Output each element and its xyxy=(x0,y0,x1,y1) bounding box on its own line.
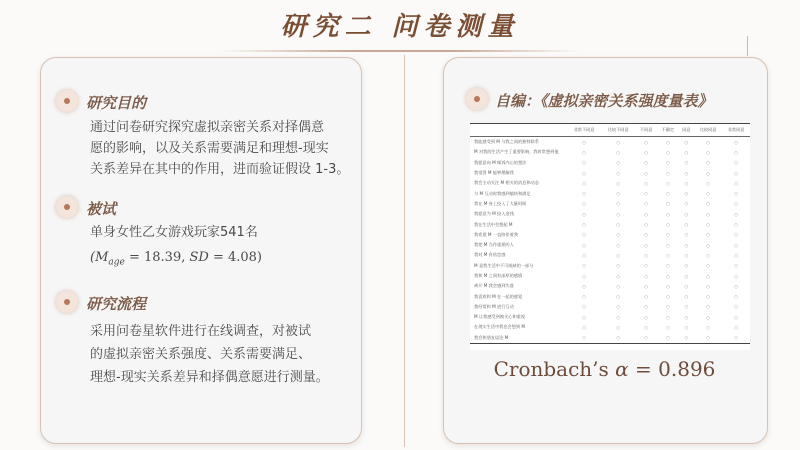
response-option-mark: ○ xyxy=(644,160,648,166)
response-option-mark: ○ xyxy=(582,222,586,228)
section-heading-participants: 被试 xyxy=(86,200,117,218)
table-item-text: 我能感受到 M 与我之间的独特联系 xyxy=(474,139,539,145)
response-option-mark: ○ xyxy=(684,211,689,217)
response-option-mark: ○ xyxy=(706,191,710,197)
table-item-text: 离开 M 我会感到失落 xyxy=(474,283,514,289)
response-option-mark: ○ xyxy=(734,191,738,197)
response-option-mark: ○ xyxy=(644,273,648,279)
response-option-mark: ○ xyxy=(567,333,601,344)
table-column-header: 不确定 xyxy=(657,124,679,137)
response-option-mark: ○ xyxy=(644,222,648,228)
table-row xyxy=(470,230,750,240)
table-row xyxy=(470,158,750,168)
response-option-mark: ○ xyxy=(684,170,689,176)
response-option-mark: ○ xyxy=(706,283,710,289)
table-row xyxy=(470,137,750,148)
response-option-mark: ○ xyxy=(734,314,738,320)
table-row xyxy=(470,168,750,178)
response-option-mark: ○ xyxy=(616,211,621,217)
response-option-mark: ○ xyxy=(616,314,621,320)
response-option-mark: ○ xyxy=(582,160,586,166)
participants-text xyxy=(90,222,262,274)
response-option-mark: ○ xyxy=(616,294,621,300)
response-option-mark: ○ xyxy=(734,304,738,310)
purpose-line-1: 通过问卷研究探究虚拟亲密关系对择偶意 xyxy=(90,120,325,135)
response-option-mark: ○ xyxy=(616,263,621,269)
table-item-text: 我经常和 M 进行互动 xyxy=(474,303,514,309)
response-option-mark: ○ xyxy=(582,139,586,145)
response-option-mark: ○ xyxy=(616,180,621,186)
response-option-mark: ○ xyxy=(684,304,689,310)
response-option-mark: ○ xyxy=(665,294,670,300)
response-option-mark: ○ xyxy=(706,263,710,269)
table-row xyxy=(470,312,750,322)
response-option-mark: ○ xyxy=(734,324,738,330)
response-option-mark: ○ xyxy=(684,191,689,197)
response-option-mark: ○ xyxy=(644,263,648,269)
response-option-mark: ○ xyxy=(684,263,689,269)
response-option-mark: ○ xyxy=(706,314,710,320)
response-option-mark: ○ xyxy=(616,191,621,197)
table-item-text: M 对我的生活产生了重要影响，我时常想到他 xyxy=(474,149,559,155)
response-option-mark: ○ xyxy=(582,232,586,238)
response-option-mark: ○ xyxy=(616,160,621,166)
response-option-mark: ○ xyxy=(734,201,738,207)
response-option-mark: ○ xyxy=(616,170,621,176)
response-option-mark: ○ xyxy=(582,263,586,269)
response-option-mark: ○ xyxy=(665,201,670,207)
response-option-mark: ○ xyxy=(684,201,689,207)
response-option-mark: ○ xyxy=(644,304,648,310)
scale-heading: 自编：《虚拟亲密关系强度量表》 xyxy=(495,92,713,110)
purpose-text xyxy=(90,117,349,180)
response-option-mark: ○ xyxy=(665,180,670,186)
response-option-mark: ○ xyxy=(582,283,586,289)
table-row xyxy=(470,199,750,209)
response-option-mark: ○ xyxy=(684,222,689,228)
response-option-mark: ○ xyxy=(734,283,738,289)
response-option-mark: ○ xyxy=(665,314,670,320)
response-option-mark: ○ xyxy=(734,252,738,258)
response-option-mark: ○ xyxy=(665,242,670,248)
response-option-mark: ○ xyxy=(616,222,621,228)
table-row xyxy=(470,147,750,157)
response-option-mark: ○ xyxy=(582,149,586,155)
response-option-mark: ○ xyxy=(665,170,670,176)
section-heading-procedure: 研究流程 xyxy=(86,295,147,313)
response-option-mark: ○ xyxy=(582,314,586,320)
procedure-text xyxy=(90,320,329,389)
response-option-mark: ○ xyxy=(734,242,738,248)
response-option-mark: ○ xyxy=(665,222,670,228)
participants-count: 单身女性乙女游戏玩家541名 xyxy=(90,225,258,240)
bullet-circle-icon xyxy=(56,90,78,112)
response-option-mark: ○ xyxy=(706,139,710,145)
response-option-mark: ○ xyxy=(665,191,670,197)
table-column-header: 同意 xyxy=(679,124,694,137)
page-title: 研究二 问卷测量 xyxy=(280,12,520,42)
bullet-circle-icon xyxy=(466,88,488,110)
response-option-mark: ○ xyxy=(644,294,648,300)
table-item-text: 与 M 互动时我感到愉快和满足 xyxy=(474,190,531,196)
response-option-mark: ○ xyxy=(665,252,670,258)
response-option-mark: ○ xyxy=(684,324,689,330)
table-row xyxy=(470,322,750,332)
purpose-line-2: 愿的影响，以及关系需要满足和理想-现实 xyxy=(90,141,329,156)
response-option-mark: ○ xyxy=(665,232,670,238)
table-header-row xyxy=(470,124,750,137)
section-heading-purpose: 研究目的 xyxy=(86,94,147,112)
response-option-mark: ○ xyxy=(706,294,710,300)
response-option-mark: ○ xyxy=(734,160,738,166)
response-option-mark: ○ xyxy=(582,324,586,330)
table-item-text: M 是我生活中不可或缺的一部分 xyxy=(474,262,534,268)
response-option-mark: ○ xyxy=(616,283,621,289)
response-option-mark: ○ xyxy=(706,170,710,176)
participants-stats: ($M_{age} = 18.39$, SD = 4.08) xyxy=(90,250,263,268)
table-item-text: 我愿意向 M 倾诉内心的想法 xyxy=(474,159,527,165)
table-row xyxy=(470,188,750,198)
response-option-mark: ○ xyxy=(706,160,710,166)
response-option-mark: ○ xyxy=(665,160,670,166)
response-option-mark: ○ xyxy=(665,211,670,217)
response-option-mark: ○ xyxy=(582,211,586,217)
table-column-header: 不同意 xyxy=(635,124,657,137)
response-option-mark: ○ xyxy=(582,252,586,258)
response-option-mark: ○ xyxy=(734,232,738,238)
procedure-line-1: 采用问卷星软件进行在线调查，对被试 xyxy=(90,324,312,339)
table-item-text: 我愿意为 M 投入金钱 xyxy=(474,211,514,217)
response-option-mark: ○ xyxy=(706,211,710,217)
response-option-mark: ○ xyxy=(582,191,586,197)
table-row xyxy=(470,240,750,250)
title-underline xyxy=(220,50,580,52)
response-option-mark: ○ xyxy=(644,242,648,248)
table-row xyxy=(470,333,750,344)
table-column-header: 非常同意 xyxy=(722,124,750,137)
response-option-mark: ○ xyxy=(734,222,738,228)
response-option-mark: ○ xyxy=(616,304,621,310)
response-option-mark: ○ xyxy=(582,273,586,279)
response-option-mark: ○ xyxy=(657,333,679,344)
response-option-mark: ○ xyxy=(644,180,648,186)
response-option-mark: ○ xyxy=(734,273,738,279)
response-option-mark: ○ xyxy=(616,232,621,238)
response-option-mark: ○ xyxy=(582,242,586,248)
response-option-mark: ○ xyxy=(644,149,648,155)
response-option-mark: ○ xyxy=(706,222,710,228)
table-row xyxy=(470,291,750,301)
center-divider xyxy=(404,55,405,447)
table-row xyxy=(470,219,750,229)
response-option-mark: ○ xyxy=(644,252,648,258)
response-option-mark: ○ xyxy=(722,333,750,344)
response-option-mark: ○ xyxy=(616,139,621,145)
table-item-text: 我喜欢和 M 在一起的感觉 xyxy=(474,293,523,299)
response-option-mark: ○ xyxy=(684,242,689,248)
table-item-text: 我会主动关注 M 相关的消息和动态 xyxy=(474,180,539,186)
response-option-mark: ○ xyxy=(684,149,689,155)
table-item-text: 我在生活中会想起 M xyxy=(474,221,513,227)
response-option-mark: ○ xyxy=(644,139,648,145)
table-column-header: 非常不同意 xyxy=(567,124,601,137)
response-option-mark: ○ xyxy=(582,201,586,207)
response-option-mark: ○ xyxy=(665,304,670,310)
table-item-text: 我会和朋友谈论 M xyxy=(470,333,567,344)
response-option-mark: ○ xyxy=(734,211,738,217)
procedure-line-2: 的虚拟亲密关系强度、关系需要满足、 xyxy=(90,347,312,362)
response-option-mark: ○ xyxy=(665,324,670,330)
procedure-line-3: 理想-现实关系差异和择偶意愿进行测量。 xyxy=(90,370,329,385)
response-option-mark: ○ xyxy=(706,232,710,238)
response-option-mark: ○ xyxy=(644,211,648,217)
response-option-mark: ○ xyxy=(665,273,670,279)
response-option-mark: ○ xyxy=(706,242,710,248)
response-option-mark: ○ xyxy=(734,263,738,269)
response-option-mark: ○ xyxy=(734,149,738,155)
response-option-mark: ○ xyxy=(706,273,710,279)
response-option-mark: ○ xyxy=(582,170,586,176)
bullet-circle-icon xyxy=(56,291,78,313)
response-option-mark: ○ xyxy=(734,170,738,176)
cronbach-alpha: Cronbach’s α = 0.896 xyxy=(493,357,716,381)
response-option-mark: ○ xyxy=(684,283,689,289)
response-option-mark: ○ xyxy=(616,324,621,330)
response-option-mark: ○ xyxy=(706,180,710,186)
response-option-mark: ○ xyxy=(616,242,621,248)
table-row xyxy=(470,261,750,271)
response-option-mark: ○ xyxy=(644,191,648,197)
response-option-mark: ○ xyxy=(734,294,738,300)
questionnaire-table xyxy=(470,123,750,350)
response-option-mark: ○ xyxy=(684,160,689,166)
response-option-mark: ○ xyxy=(706,304,710,310)
table-item-text: 我希望 M 一直陪伴着我 xyxy=(474,231,518,237)
table-item-text: 我觉得 M 能够理解我 xyxy=(474,170,514,176)
response-option-mark: ○ xyxy=(684,232,689,238)
table-item-text: 在现实生活中我也会想到 M xyxy=(474,324,526,330)
response-option-mark: ○ xyxy=(679,333,694,344)
response-option-mark: ○ xyxy=(616,273,621,279)
table-column-header: 比较同意 xyxy=(694,124,722,137)
response-option-mark: ○ xyxy=(644,324,648,330)
table-row xyxy=(470,271,750,281)
bullet-circle-icon xyxy=(56,196,78,218)
response-option-mark: ○ xyxy=(601,333,635,344)
response-option-mark: ○ xyxy=(665,263,670,269)
response-option-mark: ○ xyxy=(644,170,648,176)
table-row xyxy=(470,209,750,219)
response-option-mark: ○ xyxy=(684,252,689,258)
table-row xyxy=(470,302,750,312)
response-option-mark: ○ xyxy=(694,333,722,344)
table-row xyxy=(470,178,750,188)
response-option-mark: ○ xyxy=(684,314,689,320)
table-item-text: 我把 M 当作重要的人 xyxy=(474,242,514,248)
response-option-mark: ○ xyxy=(684,139,689,145)
response-option-mark: ○ xyxy=(644,201,648,207)
corner-decoration xyxy=(747,36,748,56)
response-option-mark: ○ xyxy=(582,304,586,310)
response-option-mark: ○ xyxy=(706,201,710,207)
response-option-mark: ○ xyxy=(582,294,586,300)
table-item-text: 我在 M 身上投入了大量时间 xyxy=(474,200,527,206)
table-item-text: 我和 M 之间有深厚的感情 xyxy=(474,273,523,278)
response-option-mark: ○ xyxy=(635,333,657,344)
table-row xyxy=(470,281,750,291)
response-option-mark: ○ xyxy=(665,149,670,155)
response-option-mark: ○ xyxy=(665,283,670,289)
response-option-mark: ○ xyxy=(734,139,738,145)
response-option-mark: ○ xyxy=(706,252,710,258)
table-item-text: M 让我感受到被关心和重视 xyxy=(474,314,526,320)
response-option-mark: ○ xyxy=(616,252,621,258)
response-option-mark: ○ xyxy=(665,139,670,145)
response-option-mark: ○ xyxy=(616,149,621,155)
response-option-mark: ○ xyxy=(734,180,738,186)
response-option-mark: ○ xyxy=(616,201,621,207)
response-option-mark: ○ xyxy=(644,314,648,320)
response-option-mark: ○ xyxy=(684,294,689,300)
response-option-mark: ○ xyxy=(582,180,586,186)
table-row xyxy=(470,250,750,260)
response-option-mark: ○ xyxy=(644,232,648,238)
table-item-text: 我对 M 有依恋感 xyxy=(474,252,506,258)
response-option-mark: ○ xyxy=(706,324,710,330)
purpose-line-3: 关系差异在其中的作用，进而验证假设 1-3。 xyxy=(90,162,350,177)
response-option-mark: ○ xyxy=(684,273,689,279)
response-option-mark: ○ xyxy=(644,283,648,289)
response-option-mark: ○ xyxy=(706,149,710,155)
response-option-mark: ○ xyxy=(684,180,689,186)
table-column-header: 比较不同意 xyxy=(601,124,635,137)
